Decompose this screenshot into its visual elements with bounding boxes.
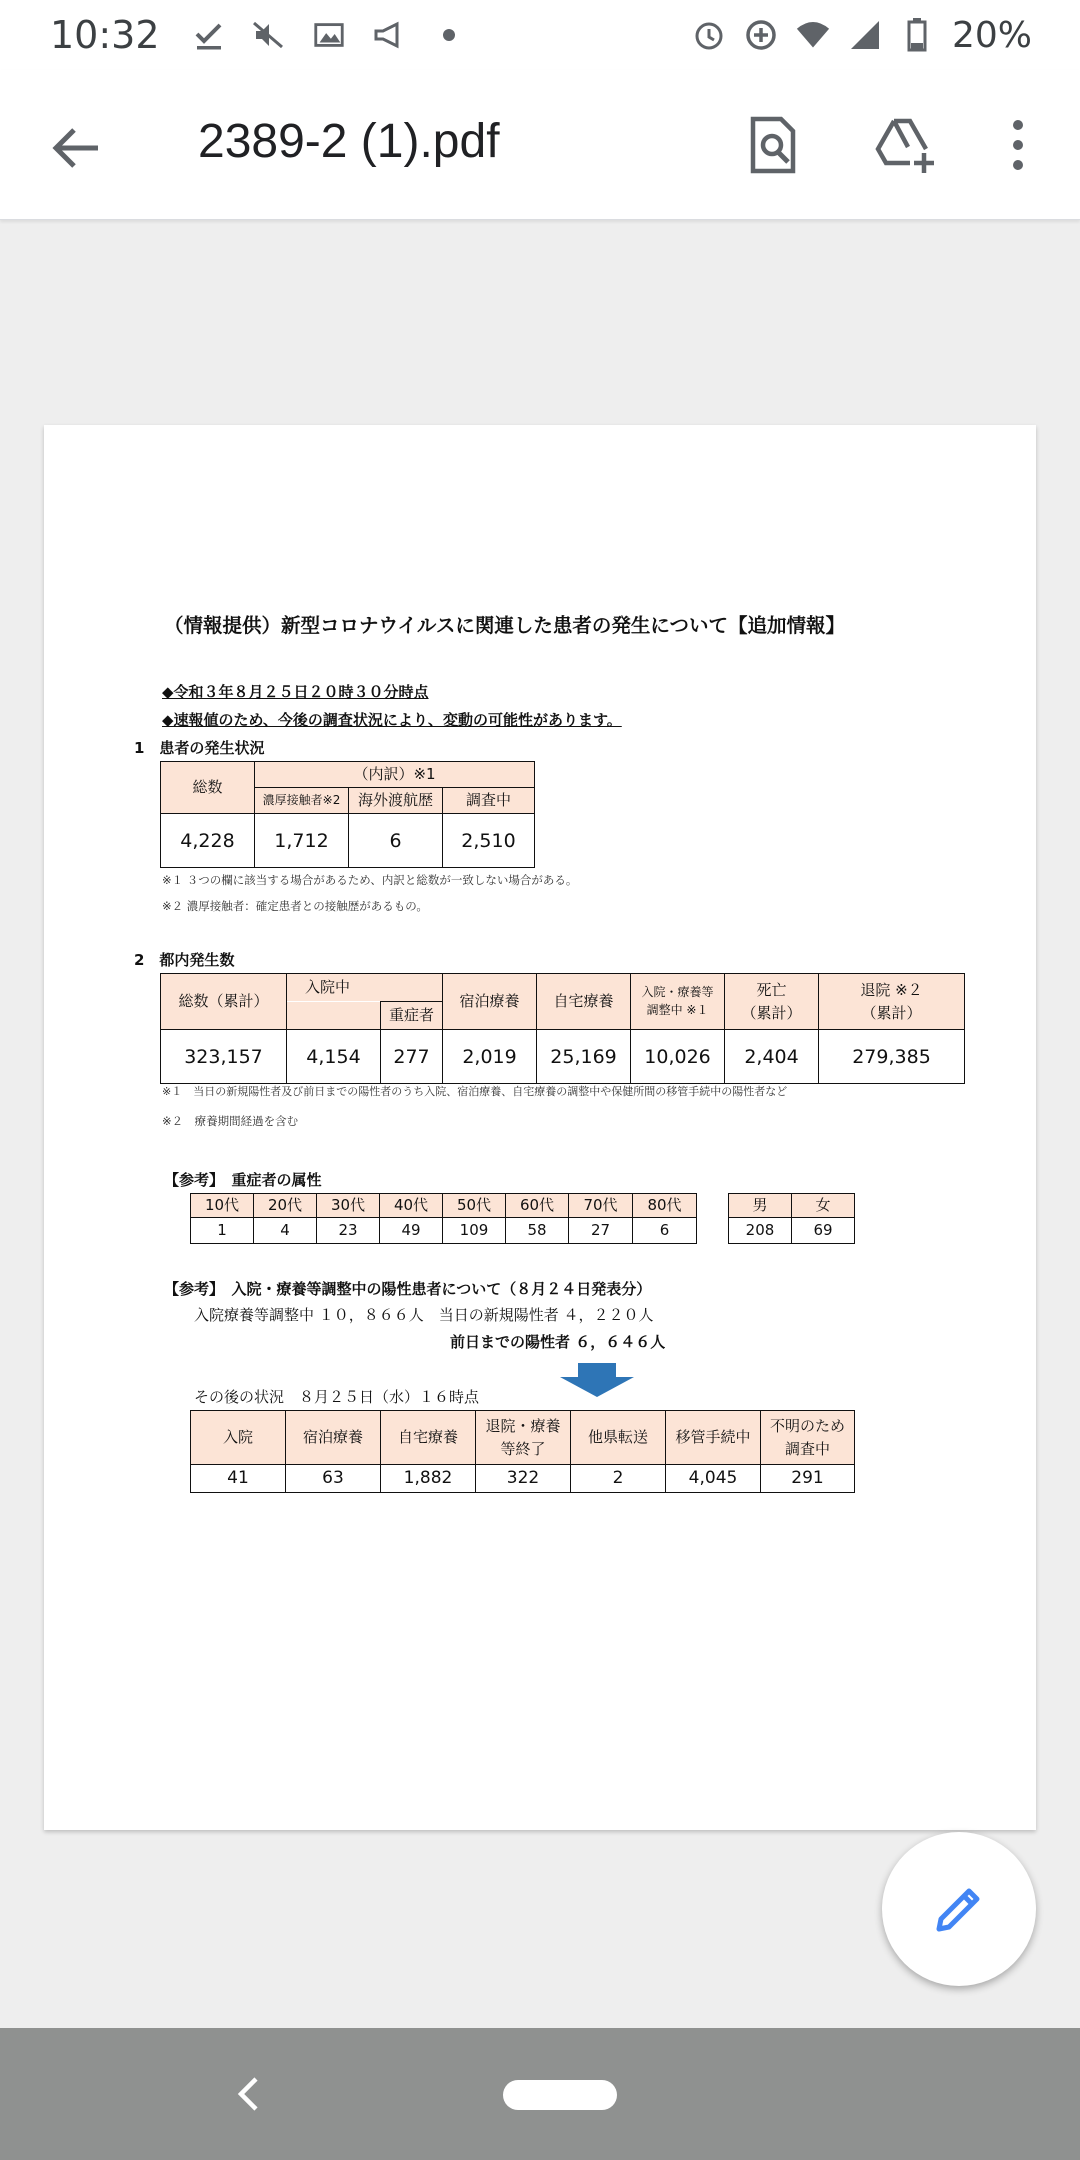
gender-male: 男 [729,1194,792,1218]
more-vert-icon [1010,119,1026,171]
document-title: 2389-2 (1).pdf [198,115,500,168]
section1-note1: ※１ ３つの欄に該当する場合があるため、内訳と総数が一致しない場合がある。 [162,873,578,887]
age-60s: 60代 [506,1194,569,1218]
edit-fab-button[interactable] [882,1832,1036,1986]
severe-age-table [190,1193,697,1244]
st-h-transfer: 他県転送 [571,1411,666,1465]
add-to-drive-button[interactable] [868,110,942,180]
status-bar [0,0,1080,70]
arrow-down-icon [560,1363,634,1397]
st-h-unknown-line2: 調査中 [784,1439,830,1458]
header-investigating: 調査中 [443,788,535,814]
h-hospitalized-spacer [287,1002,381,1030]
h-hospitalized: 入院中 [287,974,443,1002]
st-h-ended-line2: 等終了 [500,1439,546,1458]
age-10s: 10代 [191,1194,254,1218]
h-severe: 重症者 [381,1002,443,1030]
h-total-cumulative: 総数（累計） [161,974,287,1030]
section2-note2: ※２ 療養期間経過を含む [162,1114,299,1128]
h-death-line2: （累計） [741,1003,802,1022]
st-h-ended-line1: 退院・療養 [485,1417,561,1435]
age-30s: 30代 [317,1194,380,1218]
v-home: 25,169 [537,1030,631,1084]
age-40s-value: 49 [380,1218,443,1244]
h-death [725,974,819,1030]
st-v-hospital: 41 [191,1465,286,1493]
app-bar [0,70,1080,220]
back-button[interactable] [40,112,112,184]
gallery-icon [312,18,346,52]
h-discharge-line2: （累計） [861,1003,922,1022]
section2-title: 2 都内発生数 [134,951,235,969]
adjusting-status-table [190,1410,855,1493]
data-saver-icon [744,18,778,52]
st-v-procedure: 4,045 [666,1465,761,1493]
h-home: 自宅療養 [537,974,631,1030]
add-to-drive-icon [874,117,936,173]
battery-percent: 20% [951,14,1032,56]
gender-female-value: 69 [792,1218,855,1244]
h-death-line1: 死亡 [756,981,787,999]
st-h-hotel: 宿泊療養 [286,1411,381,1465]
find-in-document-button[interactable] [738,110,808,180]
alarm-icon [692,18,726,52]
gender-female: 女 [792,1194,855,1218]
st-v-transfer: 2 [571,1465,666,1493]
value-close-contact: 1,712 [255,814,349,868]
h-hotel: 宿泊療養 [443,974,537,1030]
st-h-procedure: 移管手続中 [666,1411,761,1465]
age-80s-value: 6 [633,1218,697,1244]
age-30s-value: 23 [317,1218,380,1244]
st-h-hospital: 入院 [191,1411,286,1465]
system-icons [692,0,1032,70]
time-notice: ◆令和３年８月２５日２０時３０分時点 [162,683,429,701]
gender-male-value: 208 [729,1218,792,1244]
age-50s: 50代 [443,1194,506,1218]
v-hotel: 2,019 [443,1030,537,1084]
signal-icon [848,18,882,52]
v-hospitalized: 4,154 [287,1030,381,1084]
age-20s: 20代 [254,1194,317,1218]
st-v-ended: 322 [476,1465,571,1493]
h-discharge-line1: 退院 ※２ [860,981,923,999]
v-total-cumulative: 323,157 [161,1030,287,1084]
more-options-button[interactable] [990,110,1046,180]
nav-home-pill[interactable] [503,2080,617,2110]
section1-note2: ※２ 濃厚接触者：確定患者との接触歴があるもの。 [162,899,428,913]
find-in-page-icon [748,116,798,174]
arrow-back-icon [50,124,102,172]
tokyo-cases-table [160,973,965,1084]
mute-icon [252,18,286,52]
value-total: 4,228 [161,814,255,868]
age-40s: 40代 [380,1194,443,1218]
v-death: 2,404 [725,1030,819,1084]
st-v-unknown: 291 [761,1465,855,1493]
wifi-icon [796,18,830,52]
v-severe: 277 [381,1030,443,1084]
ref2-line1: 入院療養等調整中 １０，８６６人 当日の新規陽性者 ４，２２０人 [194,1306,654,1324]
st-v-home: 1,882 [381,1465,476,1493]
st-h-unknown-line1: 不明のため [769,1417,845,1435]
value-investigating: 2,510 [443,814,535,868]
nav-back-button[interactable] [218,2064,278,2124]
header-breakdown: （内訳）※1 [255,762,535,788]
age-80s: 80代 [633,1194,697,1218]
v-adjusting: 10,026 [631,1030,725,1084]
megaphone-icon [372,18,406,52]
ref1-title: 【参考】 重症者の属性 [164,1171,322,1189]
age-70s-value: 27 [569,1218,633,1244]
status-time: 10:32 [50,13,160,57]
h-adjusting [631,974,725,1030]
value-overseas: 6 [349,814,443,868]
patient-status-table [160,761,535,868]
preliminary-notice: ◆速報値のため、今後の調査状況により、変動の可能性があります。 [162,711,622,729]
navigation-bar [0,2028,1080,2160]
age-50s-value: 109 [443,1218,506,1244]
h-adjusting-line2: 調整中 ※１ [646,1002,709,1017]
st-h-unknown [761,1411,855,1465]
notification-icons [192,18,466,52]
dot-icon [432,18,466,52]
header-close-contact: 濃厚接触者※2 [255,788,349,814]
severe-gender-table [728,1193,855,1244]
check-download-icon [192,18,226,52]
chevron-left-icon [236,2076,260,2112]
pdf-heading: （情報提供）新型コロナウイルスに関連した患者の発生について【追加情報】 [164,614,845,637]
battery-icon [900,18,934,52]
age-60s-value: 58 [506,1218,569,1244]
h-adjusting-line1: 入院・療養等 [641,985,714,1000]
ref2-line2: 前日までの陽性者 ６，６４６人 [450,1333,666,1351]
age-70s: 70代 [569,1194,633,1218]
section1-title: 1 患者の発生状況 [134,739,265,757]
pencil-icon [931,1881,987,1937]
h-discharge [819,974,965,1030]
ref2-title: 【参考】 入院・療養等調整中の陽性患者について（８月２４日発表分） [164,1280,652,1298]
st-h-ended [476,1411,571,1465]
pdf-page[interactable] [44,425,1036,1830]
age-10s-value: 1 [191,1218,254,1244]
section2-note1: ※１ 当日の新規陽性者及び前日までの陽性者のうち入院、宿泊療養、自宅療養の調整中や保健所間の移管手続中の陽性者など [162,1085,788,1098]
st-h-home: 自宅療養 [381,1411,476,1465]
v-discharge: 279,385 [819,1030,965,1084]
header-total: 総数 [161,762,255,814]
st-v-hotel: 63 [286,1465,381,1493]
ref2-after-label: その後の状況 ８月２５日（水）１６時点 [194,1388,480,1406]
header-overseas: 海外渡航歴 [349,788,443,814]
age-20s-value: 4 [254,1218,317,1244]
